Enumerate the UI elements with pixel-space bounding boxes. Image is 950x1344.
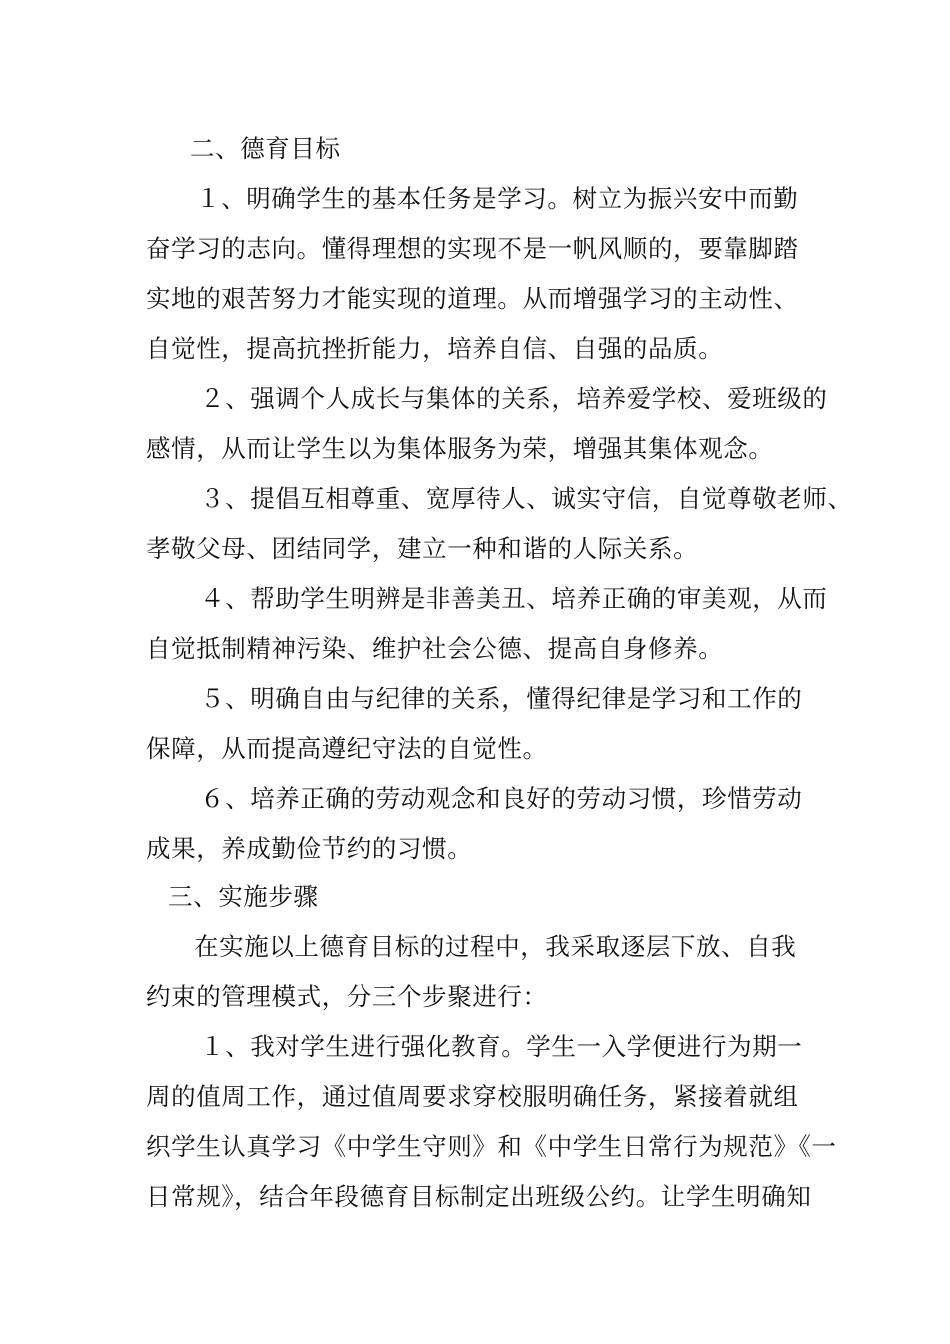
- paragraph-7-line-2: 约束的管理模式，分三个步聚进行：: [146, 982, 548, 1011]
- paragraph-4-line-1: ４、帮助学生明辨是非善美丑、培养正确的审美观，从而: [200, 584, 828, 613]
- paragraph-2-line-2: 感情，从而让学生以为集体服务为荣，增强其集体观念。: [146, 434, 774, 463]
- paragraph-6-line-1: ６、培养正确的劳动观念和良好的劳动习惯，珍惜劳动: [200, 784, 803, 813]
- section-heading-implementation-steps: 三、实施步骤: [168, 882, 319, 911]
- paragraph-8-line-3: 织学生认真学习《中学生守则》和《中学生日常行为规范》《一: [146, 1132, 837, 1161]
- paragraph-4-line-2: 自觉抵制精神污染、维护社会公德、提高自身修养。: [146, 634, 724, 663]
- paragraph-8-line-4: 日常规》，结合年段德育目标制定出班级公约。让学生明确知: [146, 1182, 812, 1211]
- paragraph-5-line-2: 保障，从而提高遵纪守法的自觉性。: [146, 734, 548, 763]
- paragraph-1-line-2: 奋学习的志向。懂得理想的实现不是一帆风顺的，要靠脚踏: [146, 234, 799, 263]
- paragraph-5-line-1: ５、明确自由与纪律的关系，懂得纪律是学习和工作的: [200, 684, 803, 713]
- paragraph-3-line-1: ３、提倡互相尊重、宽厚待人、诚实守信，自觉尊敬老师、: [200, 484, 853, 513]
- paragraph-1-line-1: １、明确学生的基本任务是学习。树立为振兴安中而勤: [196, 184, 799, 213]
- paragraph-7-line-1: 在实施以上德育目标的过程中，我采取逐层下放、自我: [194, 932, 797, 961]
- paragraph-1-line-4: 自觉性，提高抗挫折能力，培养自信、自强的品质。: [146, 334, 724, 363]
- paragraph-8-line-1: １、我对学生进行强化教育。学生一入学便进行为期一: [200, 1032, 803, 1061]
- paragraph-6-line-2: 成果，养成勤俭节约的习惯。: [146, 834, 473, 863]
- paragraph-8-line-2: 周的值周工作，通过值周要求穿校服明确任务，紧接着就组: [146, 1082, 799, 1111]
- paragraph-1-line-3: 实地的艰苦努力才能实现的道理。从而增强学习的主动性、: [146, 284, 799, 313]
- paragraph-3-line-2: 孝敬父母、团结同学，建立一种和谐的人际关系。: [146, 534, 699, 563]
- paragraph-2-line-1: ２、强调个人成长与集体的关系，培养爱学校、爱班级的: [200, 384, 828, 413]
- section-heading-moral-goals: 二、德育目标: [190, 134, 341, 163]
